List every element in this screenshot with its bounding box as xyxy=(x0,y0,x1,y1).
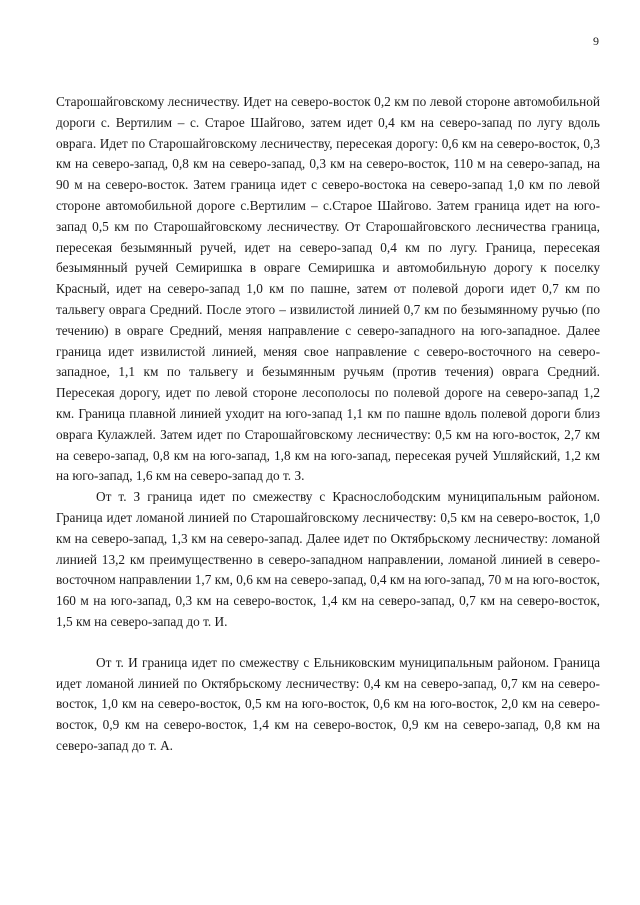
page-number: 9 xyxy=(593,34,599,48)
paragraph-continuation: Старошайговскому лесничеству. Идет на северо-восток 0,2 км по левой стороне автомобильной дороги с. Вертилим – с. Старое Шайгово, затем идет 0,4 км на северо-запад по лугу вдоль оврага. Идет по Старошайговскому лесничеству, пересекая дорогу: 0,6 км на северо-восток, 0,3 км на северо-запад, 0,8 км на северо-запад, 0,3 км на северо-восток, 110 м на северо-запад, на 90 м на северо-восток. Затем граница идет с северо-востока на северо-запад 1,0 км по левой стороне автомобильной дороге с.Вертилим – с.Старое Шайгово. Затем граница идет на юго-запад 0,5 км по Старошайговскому лесничеству. От Старошайговского лесничества граница, пересекая безымянный ручей, идет на северо-запад 0,4 км по лугу. Граница, пересекая безымянный ручей Семиришка в овраге Семиришка и автомобильную дорогу к поселку Красный, идет на северо-запад 1,0 км по пашне, затем от полевой дороги идет 0,7 км по тальвегу оврага Средний. После этого – извилистой линией 0,7 км по безымянному ручью (по течению) в овраге Средний, меняя направление с северо-западного на юго-западное. Далее граница идет извилистой линией, меняя свое направление с северо-восточного на северо-западное, 1,1 км по тальвегу и безымянным ручьям (против течения) оврага Средний. Пересекая дорогу, идет по левой стороне лесополосы по полевой дороге на северо-запад 1,2 км. Граница плавной линией уходит на юго-запад 1,1 км по пашне вдоль полевой дороги близ оврага Кулажлей. Затем идет по Старошайговскому лесничеству: 0,5 км на юго-восток, 2,7 км на северо-запад, 0,8 км на юго-запад, 1,8 км на юго-запад, пересекая ручей Ушляйский, 1,2 км на юго-запад, 1,6 км на северо-запад до т. З. xyxy=(56,94,600,484)
paragraph-point-z: От т. З граница идет по смежеству с Краснослободским муниципальным районом. Граница идет ломаной линией по Старошайговскому лесничеству: 0,5 км на северо-восток, 1,0 км на северо-запад, 1,3 км на северо-запад. Далее идет по Октябрьскому лесничеству: ломаной линией 13,2 км преимущественно в северо-западном направлении, ломаной линией в северо-восточном направлении 1,7 км, 0,6 км на северо-запад, 0,4 км на юго-запад, 70 м на юго-восток, 160 м на юго-запад, 0,3 км на северо-восток, 1,4 км на северо-запад, 0,7 км на северо-восток, 1,5 км на северо-запад до т. И. xyxy=(56,489,600,629)
document-body xyxy=(56,92,600,757)
paragraph-point-i: От т. И граница идет по смежеству с Ельниковским муниципальным районом. Граница идет ломаной линией по Октябрьскому лесничеству: 0,4 км на северо-запад, 0,7 км на северо-восток, 1,0 км на северо-восток, 0,5 км на юго-восток, 0,6 км на юго-восток, 2,0 км на северо-восток, 0,9 км на северо-восток, 1,4 км на северо-восток, 0,9 км на северо-запад, 0,8 км на северо-запад до т. А. xyxy=(56,654,600,753)
